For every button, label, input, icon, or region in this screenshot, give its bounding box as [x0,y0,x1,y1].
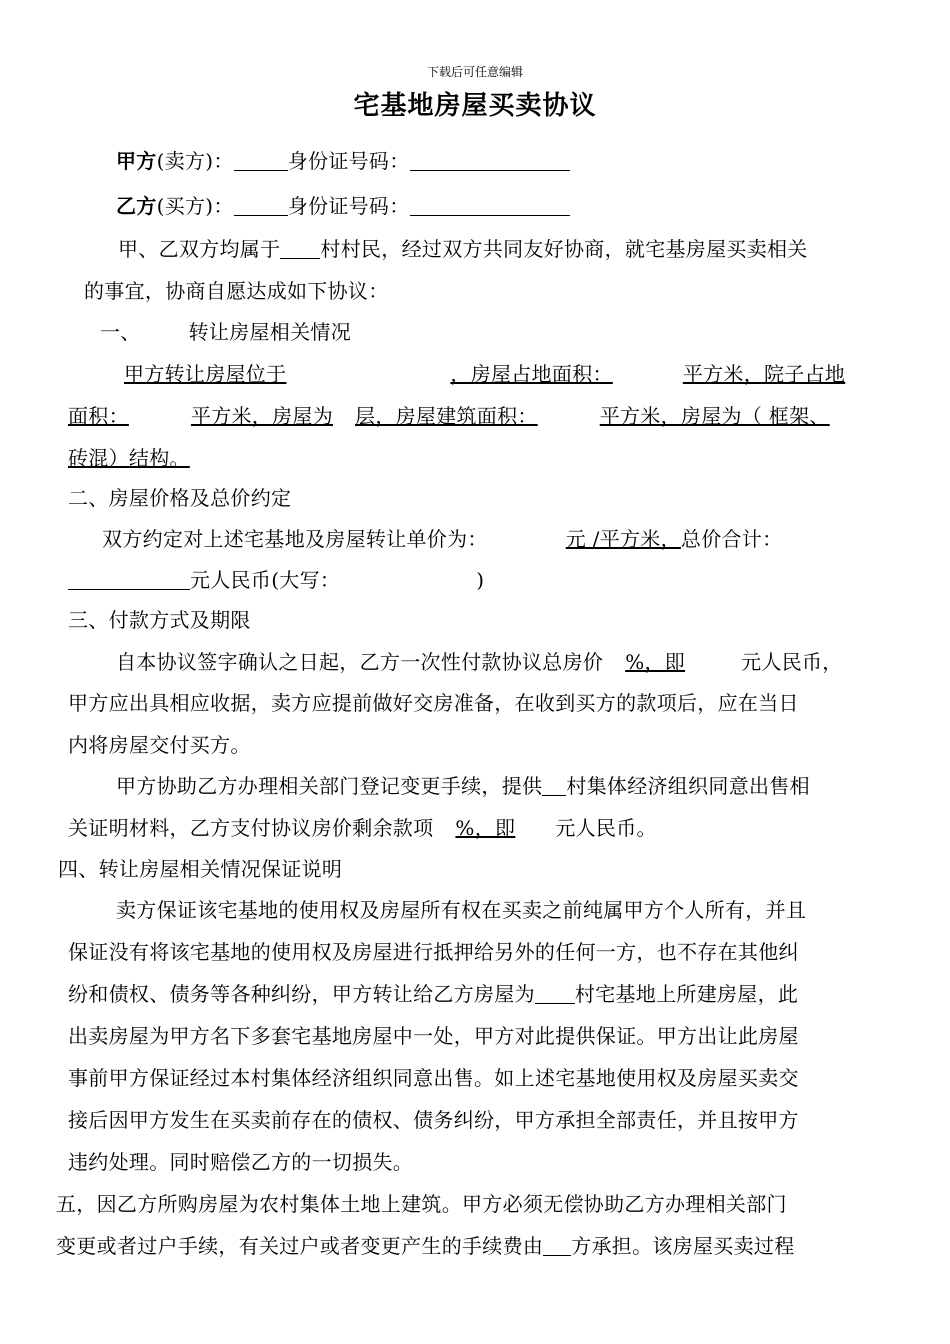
section-5-line-1: 五，因乙方所购房屋为农村集体土地上建筑。甲方必须无偿协助乙方办理相关部门 [56,1192,787,1216]
party-b-role: (买方)： [156,194,234,218]
s1-text-c: 平方米，院子占地 [682,362,846,386]
intro-line-2: 的事宜，协商自愿达成如下协议： [84,279,389,303]
s4-text-a: 纷和债权、债务等各种纠纷，甲方转让给乙方房屋为 [68,982,535,1006]
party-a-id-label: 身份证号码： [287,149,410,173]
village-blank[interactable] [280,238,320,259]
section-2-heading: 二、房屋价格及总价约定 [68,486,292,510]
party-a-role: (卖方)： [156,149,234,173]
s3-text-e: 村集体经济组织同意出售相 [566,774,810,798]
s3-text-b: %，即 [625,650,686,674]
section-3-line-2: 甲方应出具相应收据，卖方应提前做好交房准备，在收到买方的款项后，应在当日 [68,691,799,715]
section-4-line-3 [68,979,798,1009]
section-5-line-2 [56,1231,795,1261]
party-a-name-blank[interactable] [234,150,288,171]
s2-text-c: 总价合计： [680,527,783,551]
s5-text-b: 方承担。该房屋买卖过程 [571,1234,795,1258]
s1-text-f: 层，房屋建筑面积： [355,404,538,428]
fee-party-blank[interactable] [543,1235,571,1256]
section-1-line-3: 砖混）结构。 [68,446,190,470]
s3-text-a: 自本协议签字确认之日起，乙方一次性付款协议总房价 [116,650,604,674]
s2-text-d: 元人民币(大写： [190,568,341,592]
s1-text-b: ，房屋占地面积： [450,362,613,386]
section-1-title: 转让房屋相关情况 [188,320,352,344]
intro-line-1 [118,234,808,264]
section-2-line-2 [68,565,484,595]
s3-text-g: %，即 [455,816,516,840]
section-1-line-1 [124,359,845,389]
total-price-blank[interactable] [68,569,190,590]
intro-text-2: 村村民，经过双方共同友好协商，就宅基房屋买卖相关 [320,237,808,261]
section-3-line-4 [116,771,810,801]
balance-field [433,816,555,840]
party-b-label: 乙方 [116,194,157,218]
section-3-heading: 三、付款方式及期限 [68,608,251,632]
section-4-line-2: 保证没有将该宅基地的使用权及房屋进行抵押给另外的任何一方，也不存在其他纠 [68,940,799,964]
s3-text-h: 元人民币。 [555,816,657,840]
s4-text-b: 村宅基地上所建房屋，此 [574,982,799,1006]
down-payment-field [603,650,741,674]
section-4-line-7: 违约处理。同时赔偿乙方的一切损失。 [68,1150,414,1174]
s2-text-e: ) [476,568,485,592]
section-1-heading [100,317,351,347]
intro-text: 甲、乙双方均属于 [118,237,281,261]
section-4-line-4: 出卖房屋为甲方名下多套宅基地房屋中一处，甲方对此提供保证。甲方出让此房屋 [68,1024,799,1048]
village-blank-3[interactable] [535,983,575,1004]
unit-price-unit: 元 /平方米， [565,527,681,551]
section-4-heading: 四、转让房屋相关情况保证说明 [58,857,343,881]
s3-text-d: 甲方协助乙方办理相关部门登记变更手续，提供 [116,774,543,798]
party-b-line [116,191,570,221]
s2-text-a: 双方约定对上述宅基地及房屋转让单价为： [102,527,488,551]
section-4-line-6: 接后因甲方发生在买卖前存在的债权、债务纠纷，甲方承担全部责任，并且按甲方 [68,1108,799,1132]
village-blank-2[interactable] [542,775,566,796]
s1-text-e: 平方米，房屋为 [190,404,334,428]
s1-text-d: 面积： [68,404,129,428]
party-b-name-blank[interactable] [234,195,288,216]
section-4-line-5: 事前甲方保证经过本村集体经济组织同意出售。如上述宅基地使用权及房屋买卖交 [68,1066,799,1090]
party-a-label: 甲方 [116,149,157,173]
party-a-line [116,146,570,176]
party-b-id-blank[interactable] [410,195,570,216]
section-1-line-2 [68,401,830,431]
s3-text-c: 元人民币， [741,650,843,674]
s5-text-a: 变更或者过户手续，有关过户或者变更产生的手续费由 [56,1234,544,1258]
s3-text-f: 关证明材料，乙方支付协议房价剩余款项 [68,816,434,840]
party-b-id-label: 身份证号码： [287,194,410,218]
document-title: 宅基地房屋买卖协议 [353,91,597,121]
section-1-number: 一、 [100,320,141,344]
party-a-id-blank[interactable] [410,150,570,171]
s1-text-a: 甲方转让房屋位于 [124,362,287,386]
section-3-line-5 [68,813,657,843]
section-3-line-1 [116,647,843,677]
section-2-line-1 [102,524,782,554]
unit-price-field [488,527,681,551]
header-note: 下载后可任意编辑 [426,65,523,79]
section-4-line-1: 卖方保证该宅基地的使用权及房屋所有权在买卖之前纯属甲方个人所有，并且 [116,898,807,922]
section-3-line-3: 内将房屋交付买方。 [68,733,251,757]
s1-text-g: 平方米，房屋为（ 框架、 [599,404,830,428]
